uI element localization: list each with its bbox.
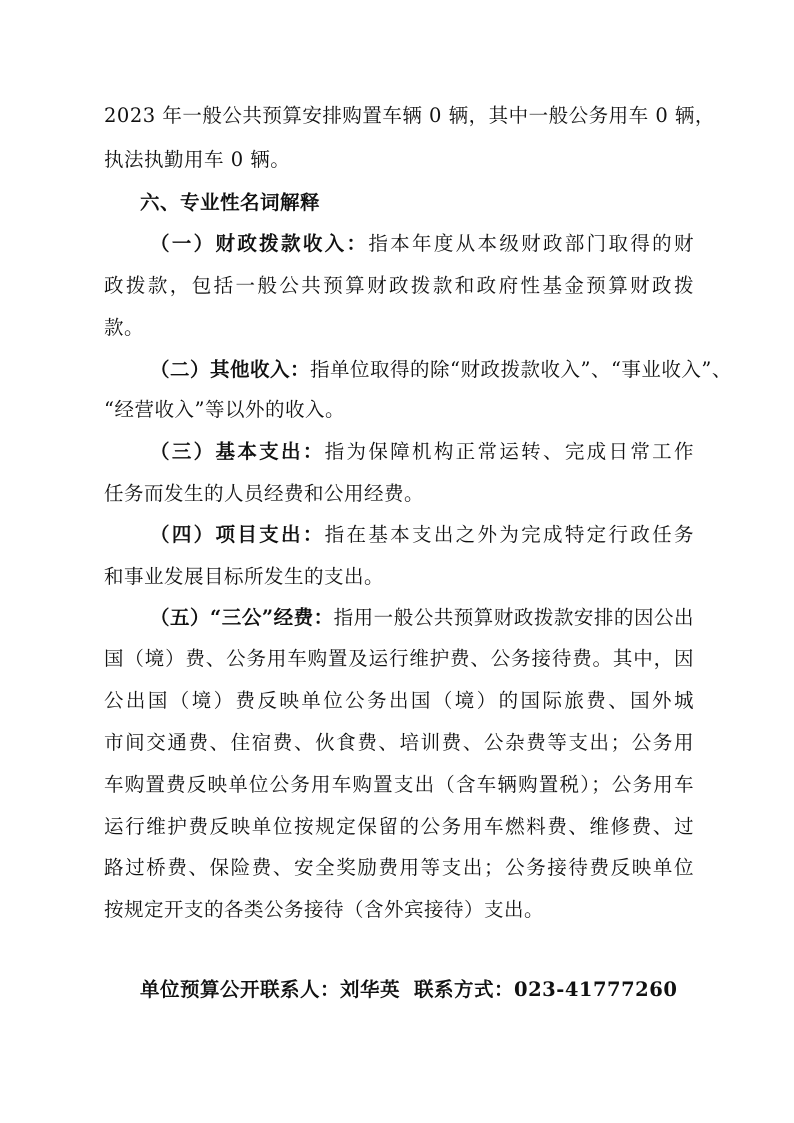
- term-1-label: （一）财政拨款收入：: [150, 232, 369, 255]
- term-3-line-1: [150, 438, 694, 466]
- term-4-line-2: 和事业发展目标所发生的支出。: [104, 565, 385, 588]
- term-3-label: （三）基本支出：: [150, 440, 325, 463]
- term-2-label: （二）其他收入：: [150, 358, 311, 381]
- contact-person-label: 单位预算公开联系人：: [140, 978, 341, 1001]
- term-4-line-1: [150, 521, 694, 549]
- term-5-line-6: 运行维护费反映单位按规定保留的公务用车燃料费、维修费、过: [104, 815, 694, 838]
- term-5-line-5: 车购置费反映单位公务用车购置支出（含车辆购置税）；公务用车: [104, 773, 694, 796]
- vehicles-line-2: 执法执勤用车 0 辆。: [104, 148, 291, 171]
- term-5-line-1: [150, 604, 694, 632]
- term-4-label: （四）项目支出：: [150, 523, 325, 546]
- vehicles-line-1: 2023 年一般公共预算安排购置车辆 0 辆，其中一般公务用车 0 辆，: [104, 104, 715, 127]
- term-3-line-2: 任务而发生的人员经费和公用经费。: [104, 482, 425, 505]
- term-5-line-7: 路过桥费、保险费、安全奖励费用等支出；公务接待费反映单位: [104, 856, 694, 879]
- contact-phone: 023-41777260: [514, 978, 678, 1001]
- term-4-text: 指在基本支出之外为完成特定行政任务: [324, 523, 694, 546]
- section-title: 六、专业性名词解释: [140, 191, 321, 214]
- term-5-text: 指用一般公共预算财政拨款安排的因公出: [333, 606, 694, 629]
- term-5-line-4: 市间交通费、住宿费、伙食费、培训费、公杂费等支出；公务用: [104, 731, 694, 754]
- term-5-line-8: 按规定开支的各类公务接待（含外宾接待）支出。: [104, 898, 545, 921]
- term-5-label: （五）“三公”经费：: [150, 606, 334, 629]
- term-2-text: 指单位取得的除“财政拨款收入”、“事业收入”、: [310, 358, 732, 381]
- contact-line: [140, 976, 680, 1004]
- term-1-line-3: 款。: [104, 316, 145, 339]
- term-1-text: 指本年度从本级财政部门取得的财: [368, 232, 694, 255]
- term-2-line-2: “经营收入”等以外的收入。: [104, 398, 345, 421]
- term-1-line-1: [150, 230, 694, 258]
- term-5-line-2: 国（境）费、公务用车购置及运行维护费、公务接待费。其中，因: [104, 647, 694, 670]
- term-3-text: 指为保障机构正常运转、完成日常工作: [324, 440, 694, 463]
- term-5-line-3: 公出国（境）费反映单位公务出国（境）的国际旅费、国外城: [104, 689, 694, 712]
- term-1-line-2: 政拨款，包括一般公共预算财政拨款和政府性基金预算财政拨: [104, 274, 694, 297]
- contact-phone-label: 联系方式：: [414, 978, 515, 1001]
- term-2-line-1: [150, 356, 732, 384]
- contact-person-name: 刘华英: [340, 978, 401, 1001]
